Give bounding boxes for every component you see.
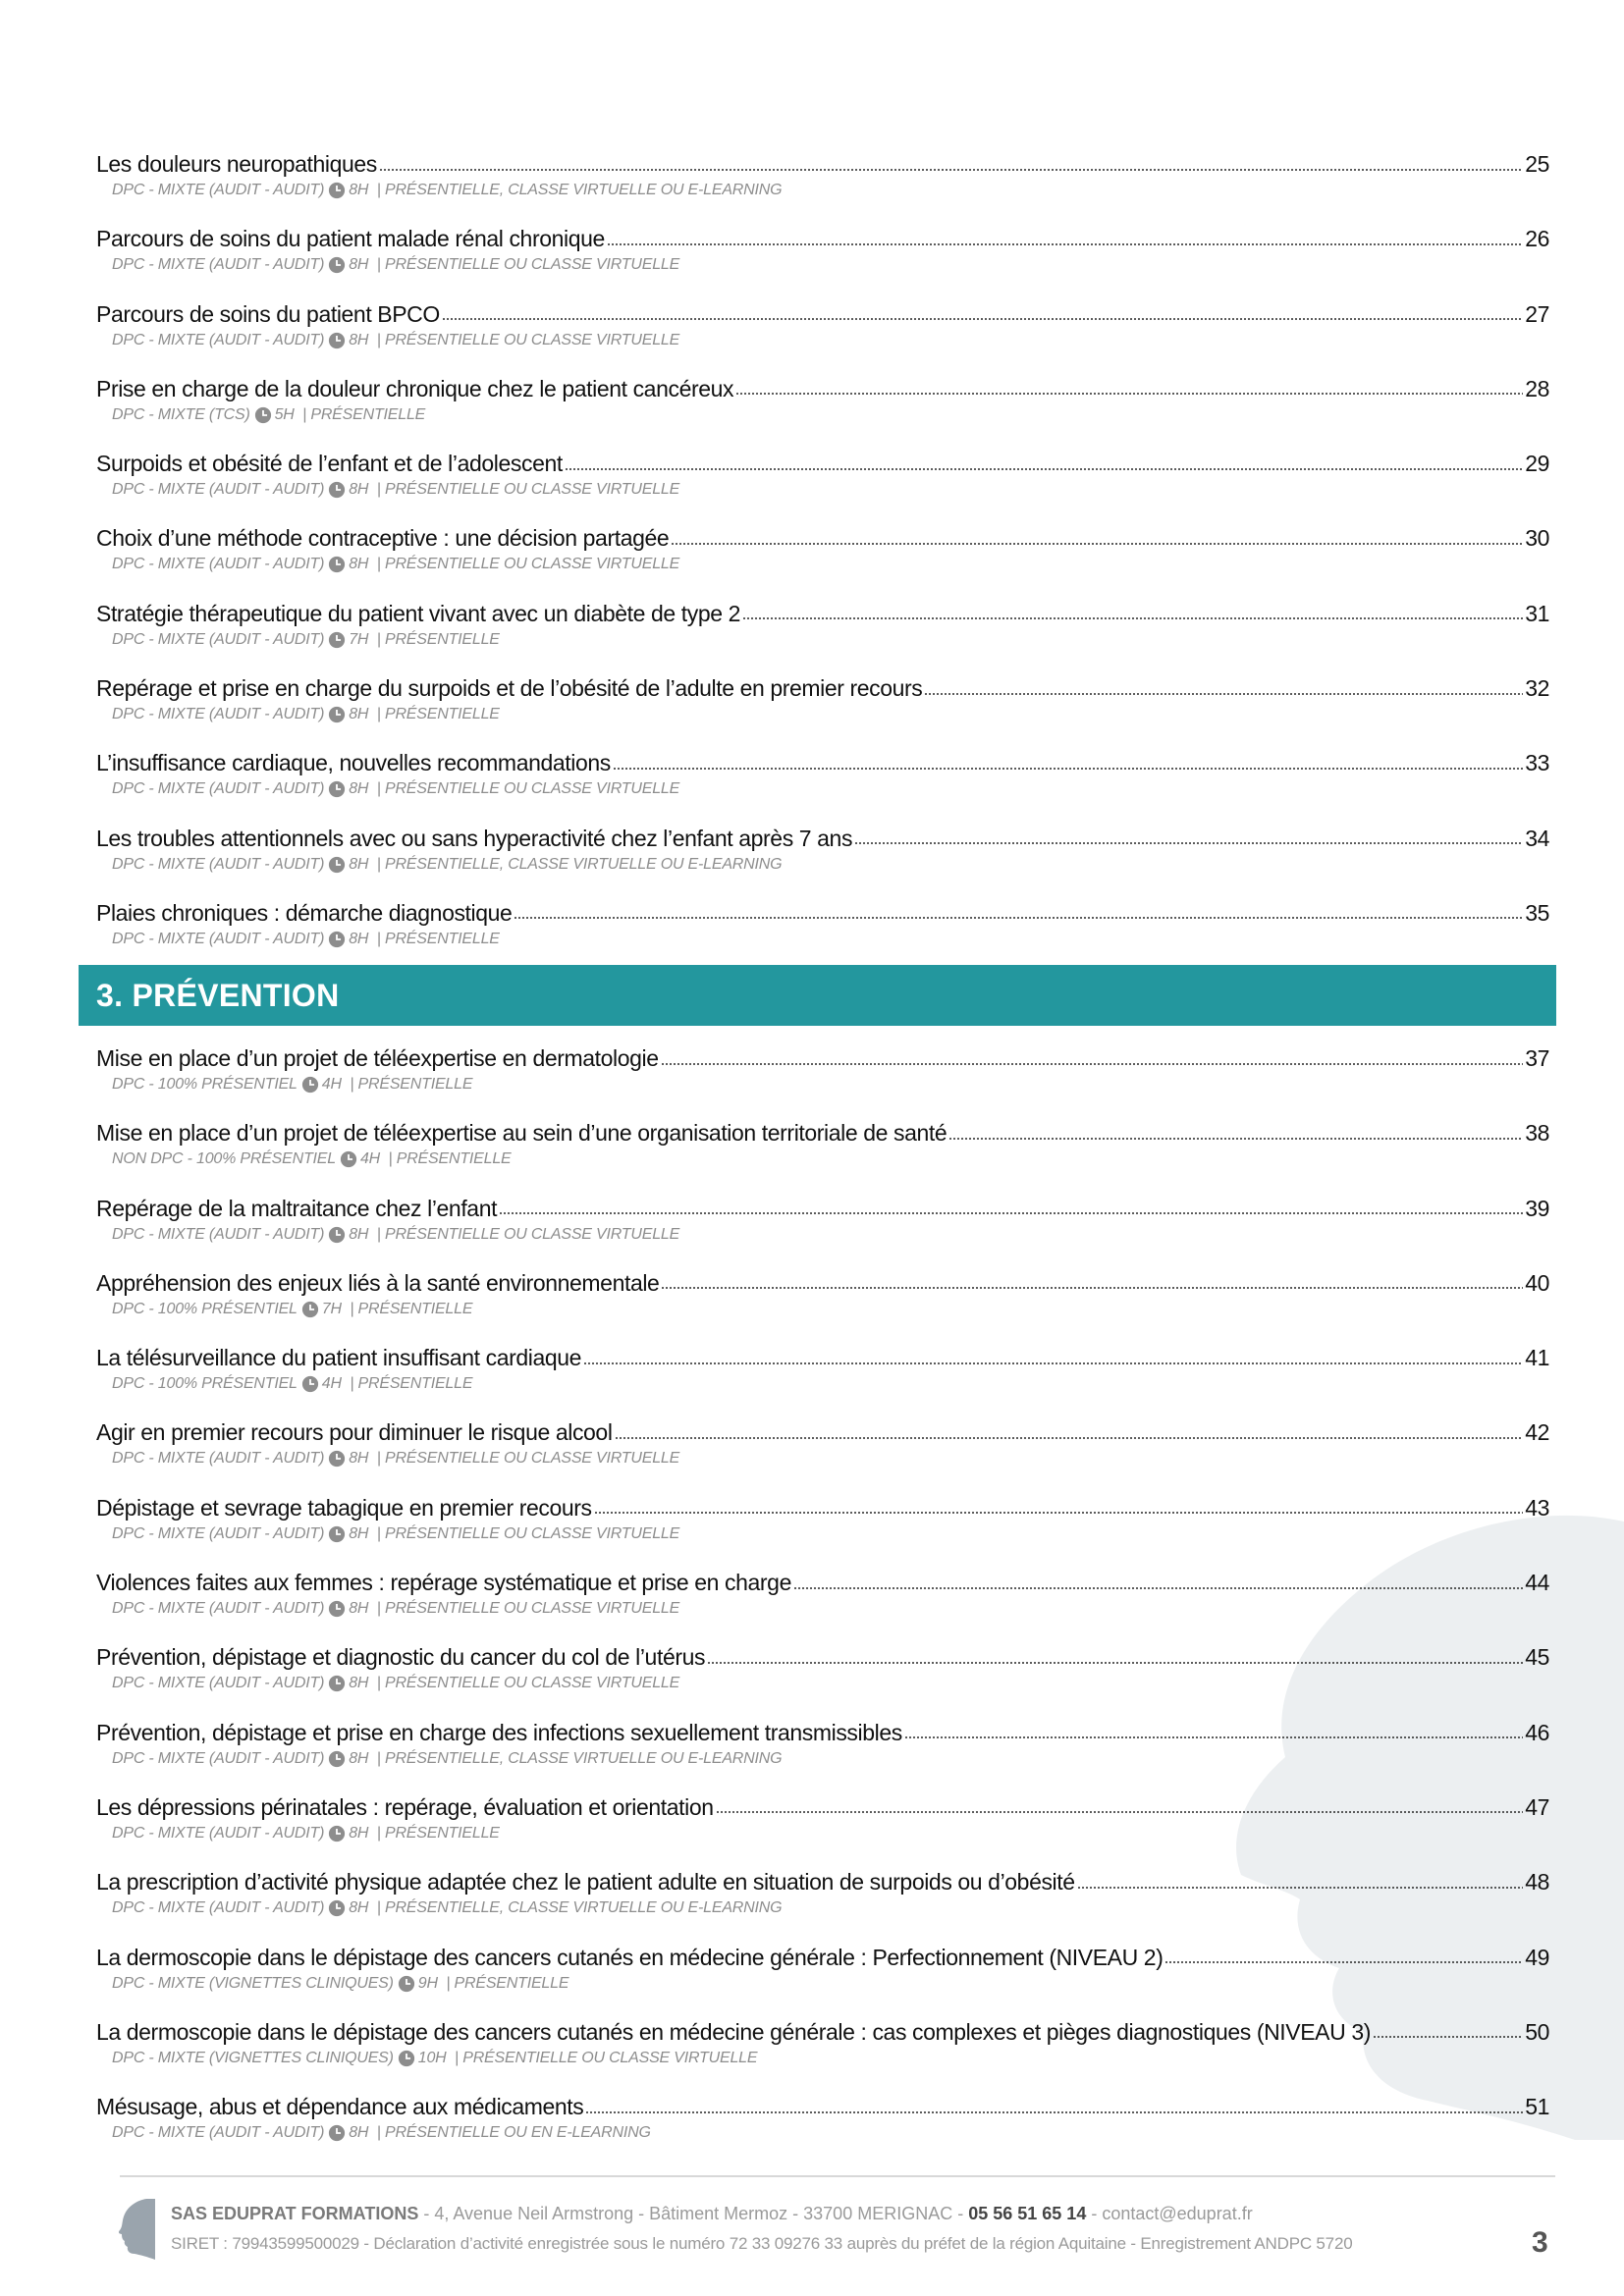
toc-entry-page[interactable]: 26 [1525,226,1549,252]
toc-entry-title[interactable]: Les douleurs neuropathiques [96,151,377,177]
duration: 5H [274,405,295,423]
format-type: DPC - MIXTE (AUDIT - AUDIT) [112,1675,325,1692]
toc-entry-page[interactable]: 31 [1525,600,1549,626]
toc-entry-title[interactable]: Dépistage et sevrage tabagique en premier recours [96,1494,592,1521]
delivery-mode: | PRÉSENTIELLE OU CLASSE VIRTUELLE [376,780,680,798]
toc-entry[interactable] [96,2087,1549,2162]
toc-entry-page[interactable]: 45 [1525,1644,1549,1671]
clock-icon [301,1076,319,1094]
toc-entry-title[interactable]: Agir en premier recours pour diminuer le risque alcool [96,1419,613,1446]
clock-icon [301,1301,319,1318]
duration: 8H [349,556,369,573]
clock-icon [254,406,272,424]
duration: 9H [417,1974,438,1992]
toc-entry-page[interactable]: 29 [1525,451,1549,477]
toc-entry-title[interactable]: La télésurveillance du patient insuffisant cardiaque [96,1345,582,1371]
clock-icon [328,556,346,573]
clock-icon [328,631,346,649]
toc-entry-page[interactable]: 50 [1525,2018,1549,2045]
dot-leader [1373,2035,1523,2040]
duration: 8H [349,2124,369,2142]
clock-icon [398,1975,415,1993]
delivery-mode: | PRÉSENTIELLE [376,1824,500,1842]
duration: 8H [349,1225,369,1243]
toc-entry-title[interactable]: Violences faites aux femmes : repérage systématique et prise en charge [96,1570,791,1596]
delivery-mode: | PRÉSENTIELLE [350,1076,473,1093]
clock-icon [328,2124,346,2142]
duration: 8H [349,1524,369,1542]
format-type: DPC - MIXTE (AUDIT - AUDIT) [112,1450,325,1468]
duration: 4H [321,1375,342,1393]
duration: 8H [349,780,369,798]
toc-entry-page[interactable]: 25 [1525,151,1549,177]
toc-entry[interactable] [96,893,1549,968]
duration: 8H [349,1450,369,1468]
toc-entry-page[interactable]: 46 [1525,1719,1549,1745]
dot-leader [707,1660,1523,1665]
duration: 8H [349,1824,369,1842]
toc-entry[interactable] [96,1862,1549,1937]
duration: 8H [349,1899,369,1917]
toc-entry-page[interactable]: 51 [1525,2094,1549,2120]
toc-entry[interactable] [96,219,1549,294]
dot-leader [1077,1885,1524,1890]
toc-entry[interactable] [96,1713,1549,1788]
toc-entry-title[interactable]: Mise en place d’un projet de téléexpertise en dermatologie [96,1045,659,1071]
clock-icon [328,706,346,723]
format-type: DPC - MIXTE (AUDIT - AUDIT) [112,1824,325,1842]
toc-entry-page[interactable]: 39 [1525,1195,1549,1221]
clock-icon [301,1375,319,1393]
toc-entry-title[interactable]: Surpoids et obésité de l’enfant et de l’adolescent [96,451,563,477]
toc-entry-title[interactable]: Mise en place d’un projet de téléexpertise au sein d’une organisation territoriale de santé [96,1120,947,1147]
dot-leader [904,1735,1523,1740]
clock-icon [328,1899,346,1917]
format-type: DPC - MIXTE (TCS) [112,405,250,423]
dot-leader [499,1211,1523,1216]
clock-icon [328,1750,346,1768]
toc-entry-page[interactable]: 32 [1525,675,1549,702]
dot-leader [594,1511,1524,1516]
toc-entry-title[interactable]: Repérage de la maltraitance chez l’enfant [96,1195,498,1221]
footer-divider [120,2175,1555,2177]
delivery-mode: | PRÉSENTIELLE, CLASSE VIRTUELLE OU E-LEARNING [376,855,783,873]
toc-entry-page[interactable]: 42 [1525,1419,1549,1446]
toc-entry-title[interactable]: L’insuffisance cardiaque, nouvelles recommandations [96,750,611,776]
delivery-mode: | PRÉSENTIELLE [350,1375,473,1393]
dot-leader [742,616,1523,621]
duration: 8H [349,1749,369,1767]
dot-leader [716,1810,1524,1815]
toc-entry-page[interactable]: 37 [1525,1045,1549,1071]
toc-entry[interactable] [96,1189,1549,1263]
toc-entry-page[interactable]: 27 [1525,300,1549,327]
duration: 8H [349,706,369,723]
delivery-mode: | PRÉSENTIELLE OU CLASSE VIRTUELLE [376,1225,680,1243]
format-type: DPC - MIXTE (AUDIT - AUDIT) [112,331,325,348]
eduprat-logo [118,2199,155,2260]
delivery-mode: | PRÉSENTIELLE OU CLASSE VIRTUELLE [376,1450,680,1468]
toc-entry[interactable] [96,518,1549,593]
toc-entry[interactable] [96,1039,1549,1113]
toc-entry[interactable] [96,1413,1549,1487]
delivery-mode: | PRÉSENTIELLE OU CLASSE VIRTUELLE [376,1675,680,1692]
format-type: DPC - MIXTE (AUDIT - AUDIT) [112,630,325,648]
delivery-mode: | PRÉSENTIELLE OU CLASSE VIRTUELLE [455,2049,758,2066]
toc-entry[interactable] [96,1563,1549,1637]
duration: 4H [359,1150,381,1168]
section-title: 3. PRÉVENTION [96,977,340,1013]
company-name: SAS EDUPRAT FORMATIONS [171,2204,419,2223]
toc-entry[interactable] [96,1338,1549,1413]
dot-leader [671,541,1523,546]
dot-leader [924,691,1523,696]
footer-legal: SIRET : 79943599500029 - Déclaration d’activité enregistrée sous le numéro 72 33 09276 33 auprès du préfet de la région Aquitaine - Enregistrement ANDPC 5720 [171,2234,1353,2253]
toc-entry-title[interactable]: Prévention, dépistage et prise en charge des infections sexuellement transmissibles [96,1719,902,1745]
duration: 8H [349,1600,369,1618]
toc-entry-title[interactable]: Parcours de soins du patient BPCO [96,300,440,327]
format-type: DPC - MIXTE (AUDIT - AUDIT) [112,1225,325,1243]
toc-entry-page[interactable]: 44 [1525,1570,1549,1596]
toc-entry-title[interactable]: Mésusage, abus et dépendance aux médicaments [96,2094,584,2120]
delivery-mode: | PRÉSENTIELLE [388,1150,512,1168]
clock-icon [328,481,346,499]
dot-leader [514,916,1523,921]
toc-entry-title[interactable]: Les troubles attentionnels avec ou sans hyperactivité chez l’enfant après 7 ans [96,825,853,851]
format-type: DPC - MIXTE (AUDIT - AUDIT) [112,481,325,499]
format-type: DPC - MIXTE (AUDIT - AUDIT) [112,1600,325,1618]
duration: 7H [321,1300,342,1317]
toc-entry-page[interactable]: 47 [1525,1793,1549,1820]
dot-leader [1164,1960,1523,1965]
toc-entry-page[interactable]: 48 [1525,1869,1549,1896]
format-type: DPC - MIXTE (AUDIT - AUDIT) [112,182,325,198]
duration: 8H [349,182,369,198]
format-type: DPC - MIXTE (AUDIT - AUDIT) [112,556,325,573]
section-header-prevention [79,965,1556,1026]
delivery-mode: | PRÉSENTIELLE [376,706,500,723]
dot-leader [565,466,1523,471]
delivery-mode: | PRÉSENTIELLE OU CLASSE VIRTUELLE [376,256,680,274]
delivery-mode: | PRÉSENTIELLE OU CLASSE VIRTUELLE [376,331,680,348]
format-type: DPC - MIXTE (AUDIT - AUDIT) [112,930,325,947]
toc-entry-title[interactable]: Appréhension des enjeux liés à la santé environnementale [96,1269,660,1296]
dot-leader [583,1361,1523,1365]
toc-entry[interactable] [96,1263,1549,1338]
dot-leader [948,1136,1523,1141]
dot-leader [615,1435,1524,1440]
format-type: DPC - MIXTE (AUDIT - AUDIT) [112,1749,325,1767]
toc-entry[interactable] [96,1113,1549,1188]
delivery-mode: | PRÉSENTIELLE OU CLASSE VIRTUELLE [376,556,680,573]
dot-leader [735,392,1523,397]
duration: 8H [349,256,369,274]
format-type: DPC - MIXTE (AUDIT - AUDIT) [112,706,325,723]
toc-entry[interactable] [96,144,1549,219]
toc-entry[interactable] [96,743,1549,818]
format-type: DPC - MIXTE (VIGNETTES CLINIQUES) [112,1974,394,1992]
duration: 8H [349,1675,369,1692]
clock-icon [328,856,346,874]
toc-entry-title[interactable]: Plaies chroniques : démarche diagnostique [96,899,513,926]
clock-icon [328,1226,346,1244]
toc-entry-page[interactable]: 28 [1525,375,1549,401]
toc-entry-page[interactable]: 41 [1525,1345,1549,1371]
dot-leader [585,2109,1523,2114]
duration: 8H [349,331,369,348]
delivery-mode: | PRÉSENTIELLE OU CLASSE VIRTUELLE [376,1524,680,1542]
toc-entry[interactable] [96,369,1549,444]
toc-entry-title[interactable]: Les dépressions périnatales : repérage, évaluation et orientation [96,1793,714,1820]
toc-entry-title[interactable]: Parcours de soins du patient malade rénal chronique [96,226,605,252]
delivery-mode: | PRÉSENTIELLE [376,930,500,947]
phone-number[interactable]: 05 56 51 65 14 [968,2204,1087,2223]
dot-leader [613,766,1523,771]
toc-entry-page[interactable]: 33 [1525,750,1549,776]
clock-icon [328,1525,346,1543]
dot-leader [379,167,1523,172]
format-type: DPC - MIXTE (AUDIT - AUDIT) [112,1899,325,1917]
delivery-mode: | PRÉSENTIELLE [446,1974,569,1992]
toc-entry-page[interactable]: 49 [1525,1944,1549,1970]
dot-leader [442,317,1523,322]
delivery-mode: | PRÉSENTIELLE [350,1300,473,1317]
toc-entry-page[interactable]: 34 [1525,825,1549,851]
toc-entry[interactable] [96,2012,1549,2087]
clock-icon [328,1450,346,1468]
dot-leader [661,1061,1524,1066]
toc-entry[interactable] [96,1637,1549,1712]
dot-leader [661,1286,1523,1291]
format-type: DPC - MIXTE (VIGNETTES CLINIQUES) [112,2049,394,2066]
delivery-mode: | PRÉSENTIELLE OU CLASSE VIRTUELLE [376,1600,680,1618]
email-address[interactable]: - contact@eduprat.fr [1086,2204,1253,2223]
format-type: DPC - MIXTE (AUDIT - AUDIT) [112,780,325,798]
clock-icon [328,1600,346,1618]
duration: 8H [349,930,369,947]
toc-entry-title[interactable]: Stratégie thérapeutique du patient vivant avec un diabète de type 2 [96,600,741,626]
toc-entry[interactable] [96,668,1549,743]
delivery-mode: | PRÉSENTIELLE, CLASSE VIRTUELLE OU E-LEARNING [376,1899,783,1917]
toc-entry-title[interactable]: La dermoscopie dans le dépistage des cancers cutanés en médecine générale : cas complexes et pièges diagnostiques (NIVEAU 3) [96,2018,1371,2045]
toc-entry[interactable] [96,1488,1549,1563]
toc-entry-page[interactable]: 43 [1525,1494,1549,1521]
toc-entry[interactable] [96,444,1549,518]
format-type: DPC - MIXTE (AUDIT - AUDIT) [112,2124,325,2142]
toc-entry-title[interactable]: La prescription d’activité physique adaptée chez le patient adulte en situation de surpoids ou d’obésité [96,1869,1075,1896]
toc-entry-page[interactable]: 30 [1525,525,1549,552]
duration: 8H [349,481,369,499]
toc-entry[interactable] [96,1788,1549,1862]
toc-entry-title[interactable]: Prise en charge de la douleur chronique chez le patient cancéreux [96,375,734,401]
toc-entry-title[interactable]: Prévention, dépistage et diagnostic du cancer du col de l’utérus [96,1644,706,1671]
format-type: DPC - MIXTE (AUDIT - AUDIT) [112,1524,325,1542]
delivery-mode: | PRÉSENTIELLE OU CLASSE VIRTUELLE [376,481,680,499]
footer-contact [171,2204,1253,2224]
clock-icon [328,1675,346,1692]
toc-entry-title[interactable]: La dermoscopie dans le dépistage des cancers cutanés en médecine générale : Perfectionnement (NIVEAU 2) [96,1944,1164,1970]
duration: 7H [349,630,369,648]
delivery-mode: | PRÉSENTIELLE, CLASSE VIRTUELLE OU E-LEARNING [376,182,783,198]
clock-icon [328,332,346,349]
toc-entry[interactable] [96,1938,1549,2012]
clock-icon [328,780,346,798]
clock-icon [340,1150,357,1168]
format-type: DPC - 100% PRÉSENTIEL [112,1375,298,1393]
toc-entry-title[interactable]: Repérage et prise en charge du surpoids et de l’obésité de l’adulte en premier recours [96,675,923,702]
clock-icon [328,182,346,199]
toc-entry[interactable] [96,819,1549,893]
toc-entry[interactable] [96,294,1549,369]
format-type: DPC - 100% PRÉSENTIEL [112,1300,298,1317]
clock-icon [328,1825,346,1842]
format-type: DPC - 100% PRÉSENTIEL [112,1076,298,1093]
format-type: NON DPC - 100% PRÉSENTIEL [112,1150,336,1168]
delivery-mode: | PRÉSENTIELLE, CLASSE VIRTUELLE OU E-LEARNING [376,1749,783,1767]
toc-entry[interactable] [96,594,1549,668]
toc-entry-title[interactable]: Choix d’une méthode contraceptive : une décision partagée [96,525,670,552]
toc-entry-page[interactable]: 35 [1525,899,1549,926]
delivery-mode: | PRÉSENTIELLE [302,405,426,423]
dot-leader [607,241,1523,246]
company-address: - 4, Avenue Neil Armstrong - Bâtiment Mermoz - 33700 MERIGNAC - [418,2204,969,2223]
format-type: DPC - MIXTE (AUDIT - AUDIT) [112,256,325,274]
duration: 8H [349,855,369,873]
toc-entry-page[interactable]: 38 [1525,1120,1549,1147]
dot-leader [854,841,1523,846]
duration: 10H [417,2049,447,2066]
delivery-mode: | PRÉSENTIELLE [376,630,500,648]
page-number: 3 [1532,2226,1548,2259]
clock-icon [328,256,346,274]
clock-icon [398,2050,415,2067]
toc-list-prevention [96,1039,1549,2162]
clock-icon [328,931,346,948]
dot-leader [793,1585,1523,1590]
duration: 4H [321,1076,342,1093]
delivery-mode: | PRÉSENTIELLE OU EN E-LEARNING [376,2124,651,2142]
toc-list-pathologies [96,144,1549,968]
toc-entry-page[interactable]: 40 [1525,1269,1549,1296]
format-type: DPC - MIXTE (AUDIT - AUDIT) [112,855,325,873]
